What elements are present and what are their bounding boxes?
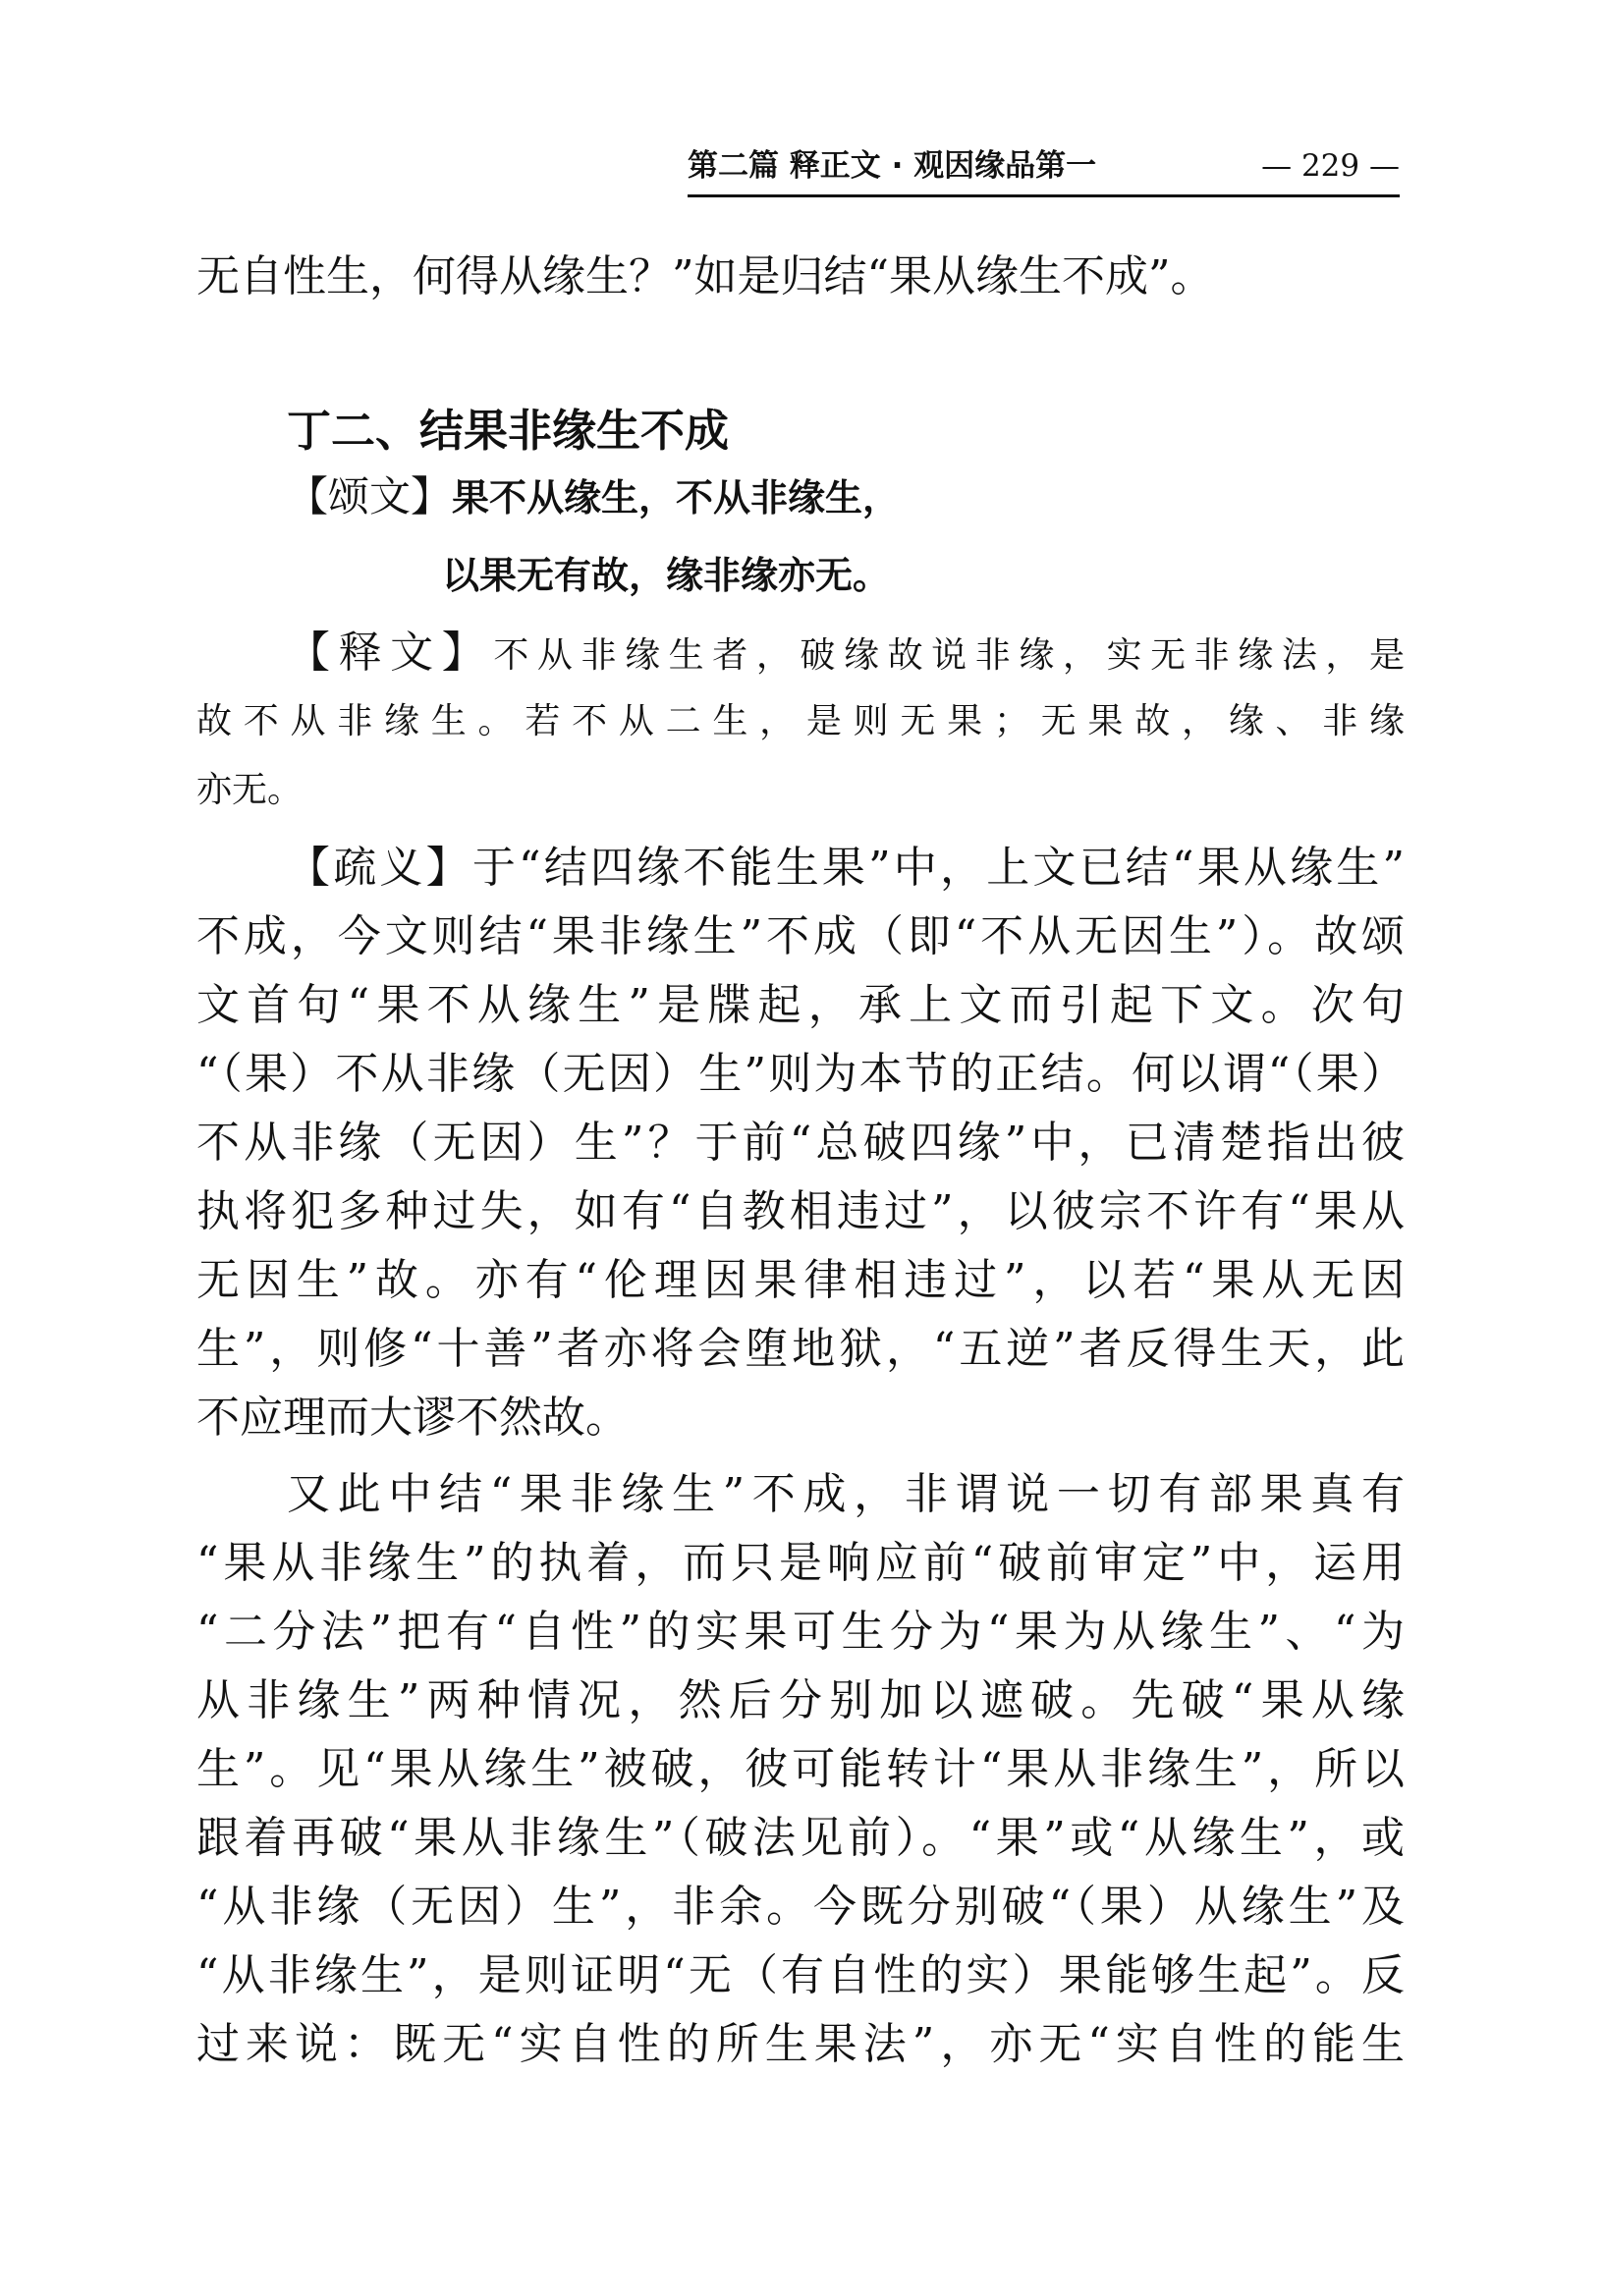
commentary-line-7: 无因生”故。亦有“伦理因果律相违过”，以若“果从无因 (196, 1255, 1405, 1305)
paragraph2-line-1: 又此中结“果非缘生”不成，非谓说一切有部果真有 (287, 1469, 1405, 1519)
explanation-text-1: 不从非缘生者，破缘故说非缘，实无非缘法，是 (493, 635, 1405, 676)
commentary-text-1: 于“结四缘不能生果”中，上文已结“果从缘生” (471, 843, 1406, 893)
commentary-line-9: 不应理而大谬不然故。 (196, 1393, 629, 1443)
commentary-line-1 (287, 834, 1405, 902)
section-heading: 丁二、结果非缘生不成 (287, 405, 730, 457)
header-title: 第二篇 释正文 · 观因缘品第一 (688, 148, 1097, 184)
verse-line-1 (287, 467, 900, 527)
commentary-line-5: 不从非缘（无因）生”？于前“总破四缘”中，已清楚指出彼 (196, 1118, 1405, 1168)
commentary-label: 【疏义】 (287, 843, 472, 893)
verse-text-1: 果不从缘生，不从非缘生， (452, 476, 901, 519)
commentary-line-8: 生”，则修“十善”者亦将会堕地狱，“五逆”者反得生天，此 (196, 1324, 1405, 1374)
commentary-line-6: 执将犯多种过失，如有“自教相违过”，以彼宗不许有“果从 (196, 1186, 1405, 1236)
paragraph2-line-4: 从非缘生”两种情况，然后分别加以遮破。先破“果从缘 (196, 1675, 1405, 1725)
paragraph2-line-6: 跟着再破“果从非缘生”（破法见前）。“果”或“从缘生”，或 (196, 1813, 1405, 1863)
paragraph2-line-9: 过来说：既无“实自性的所生果法”，亦无“实自性的能生 (196, 2019, 1405, 2069)
paragraph2-line-3: “二分法”把有“自性”的实果可生分为“果为从缘生”、“为 (196, 1607, 1405, 1657)
verse-line-2: 以果无有故，缘非缘亦无。 (442, 554, 891, 597)
paragraph2-line-8: “从非缘生”，是则证明“无（有自性的实）果能够生起”。反 (196, 1950, 1405, 2000)
verse-label: 【颂文】 (287, 472, 453, 520)
commentary-line-2: 不成，今文则结“果非缘生”不成（即“不从无因生”）。故颂 (196, 911, 1405, 961)
page-number: — 229 — (1261, 148, 1400, 184)
running-header (688, 137, 1400, 197)
top-line: 无自性生，何得从缘生？”如是归结“果从缘生不成”。 (196, 251, 1214, 301)
paragraph2-line-7: “从非缘（无因）生”，非余。今既分别破“（果）从缘生”及 (196, 1882, 1405, 1932)
commentary-line-3: 文首句“果不从缘生”是牒起，承上文而引起下文。次句 (196, 980, 1405, 1030)
paragraph2-line-5: 生”。见“果从缘生”被破，彼可能转计“果从非缘生”，所以 (196, 1744, 1405, 1794)
explanation-line-3: 亦无。 (196, 770, 304, 810)
explanation-line-1 (287, 619, 1405, 690)
explanation-label: 【释文】 (287, 628, 494, 678)
explanation-line-2: 故不从非缘生。若不从二生，是则无果；无果故，缘、非缘 (196, 701, 1405, 741)
paragraph2-line-2: “果从非缘生”的执着，而只是响应前“破前审定”中，运用 (196, 1538, 1405, 1588)
commentary-line-4: “（果）不从非缘（无因）生”则为本节的正结。何以谓“（果） (196, 1049, 1405, 1099)
